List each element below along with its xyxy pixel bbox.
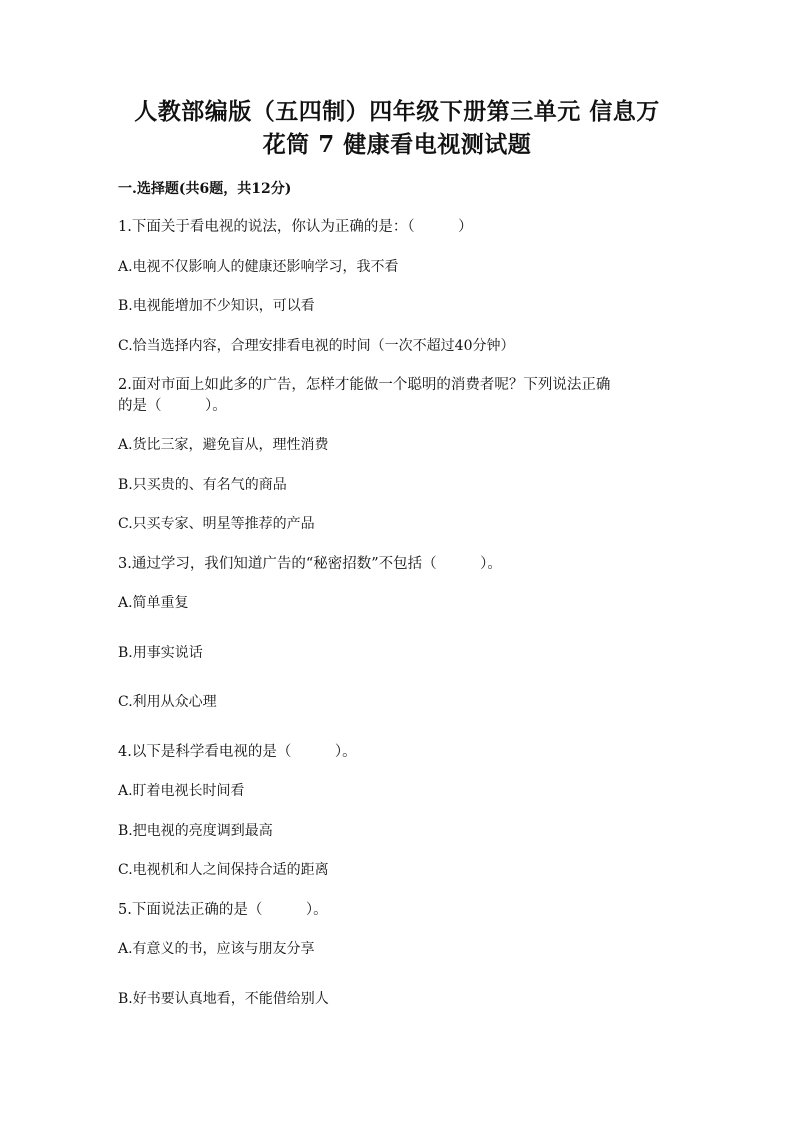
question-2-stem-line-2: 的是（ ）。 [118, 398, 227, 414]
title-line-2: 花筒 7 健康看电视测试题 [262, 131, 532, 158]
question-3-stem: 3.通过学习，我们知道广告的“秘密招数”不包括（ ）。 [118, 556, 502, 572]
question-5-stem: 5.下面说法正确的是（ ）。 [118, 902, 328, 918]
question-5-option-b: B.好书要认真地看，不能借给别人 [118, 991, 329, 1007]
question-1-stem: 1.下面关于看电视的说法，你认为正确的是：（ ） [118, 219, 473, 235]
question-1-option-c: C.恰当选择内容，合理安排看电视的时间（一次不超过40分钟） [118, 338, 515, 354]
question-3-option-b: B.用事实说话 [118, 645, 203, 661]
page-title [110, 95, 684, 161]
question-4-option-b: B.把电视的亮度调到最高 [118, 823, 273, 839]
question-1-option-b: B.电视能增加不少知识，可以看 [118, 298, 315, 314]
question-1-option-a: A.电视不仅影响人的健康还影响学习，我不看 [118, 259, 399, 275]
question-3-option-a: A.简单重复 [118, 595, 189, 611]
section-heading: 一.选择题(共6题，共12分) [118, 181, 292, 197]
title-line-1: 人教部编版（五四制）四年级下册第三单元 信息万 [134, 98, 660, 125]
question-2-option-b: B.只买贵的、有名气的商品 [118, 477, 287, 493]
question-4-option-c: C.电视机和人之间保持合适的距离 [118, 862, 329, 878]
question-5-option-a: A.有意义的书，应该与朋友分享 [118, 941, 315, 957]
question-2-option-c: C.只买专家、明星等推荐的产品 [118, 516, 315, 532]
question-3-option-c: C.利用从众心理 [118, 694, 217, 710]
question-2-stem-line-1: 2.面对市面上如此多的广告，怎样才能做一个聪明的消费者呢？下列说法正确 [118, 377, 611, 393]
question-2-option-a: A.货比三家，避免盲从，理性消费 [118, 437, 329, 453]
question-4-stem: 4.以下是科学看电视的是（ ）。 [118, 744, 357, 760]
question-4-option-a: A.盯着电视长时间看 [118, 783, 245, 799]
